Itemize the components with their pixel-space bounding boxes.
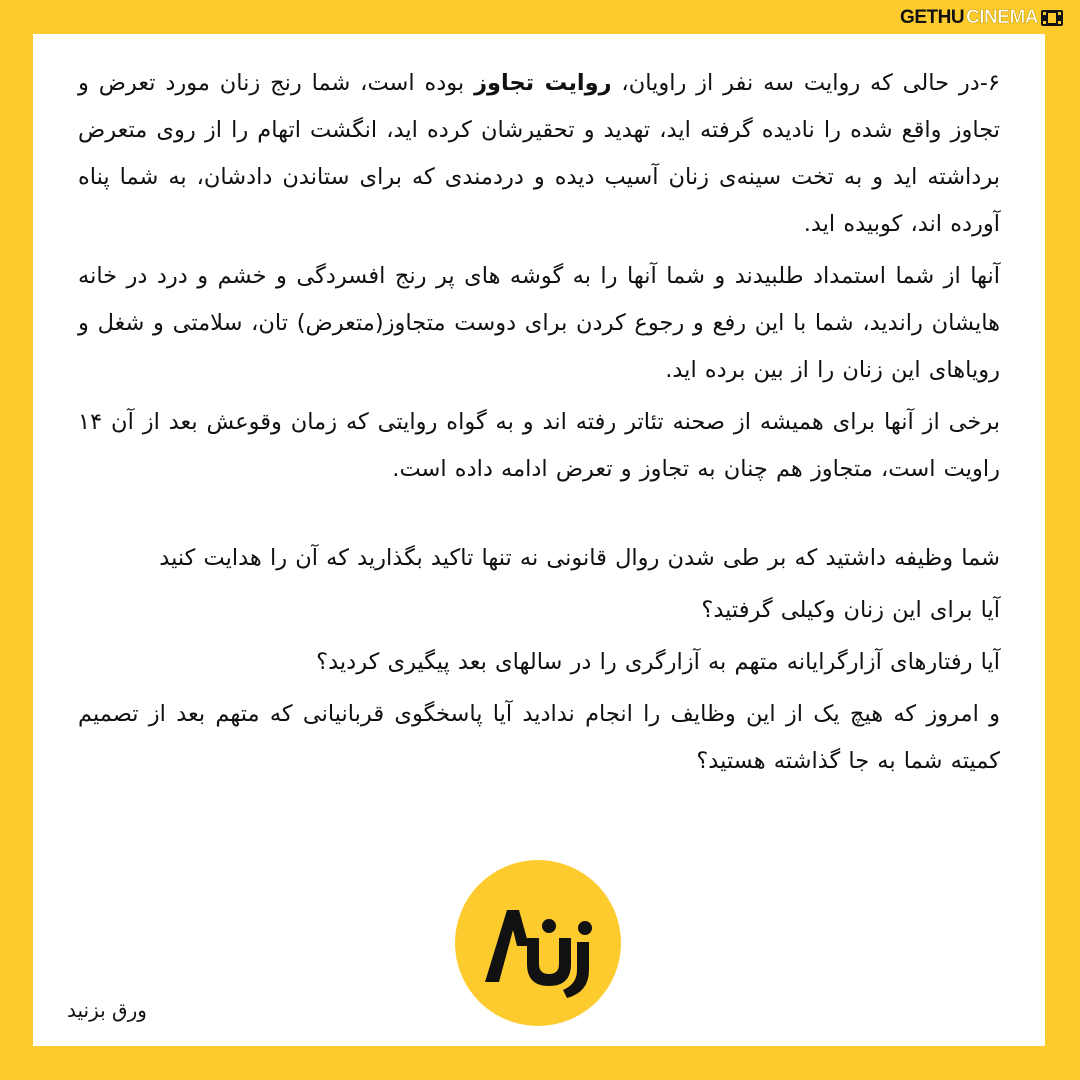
- paragraph-4: شما وظیفه داشتید که بر طی شدن روال قانونی نه تنها تاکید بگذارید که آن را هدایت کنید: [159, 545, 1000, 571]
- paragraph-3: برخی از آنها برای همیشه از صحنه تئاتر رفته اند و به گواه روایتی که زمان وقوعش بعد از آن ۱۴ راویت است، متجاوز هم چنان به تجاوز و تعرض ادامه داده است.: [78, 409, 1000, 482]
- brand-name-part1: GETHU: [900, 7, 965, 28]
- brand-name-part2: CINEMA: [966, 7, 1038, 28]
- paragraph-1-lead: ۶-در حالی که روایت سه نفر از راویان،: [611, 70, 1001, 96]
- content-panel: [33, 34, 1045, 1046]
- question-3: و امروز که هیچ یک از این وظایف را انجام ندادید آیا پاسخگوی قربانیانی که متهم بعد از تصمیم کمیته شما به جا گذاشته هستید؟: [78, 701, 1000, 774]
- zan8-logo-mark: [455, 860, 621, 1026]
- paragraph-1-rest: بوده است، شما رنج زنان مورد تعرض و تجاوز واقع شده را نادیده گرفته اید، تهدید و تحقیرشان کرده اید، انگشت اتهام را از روی متعرض برداشته اید و به تخت سینه‌ی زنان آسیب دیده و دردمندی که برای ستاندن دادشان، به شما پناه آورده اند، کوبیده اید.: [78, 70, 1000, 237]
- paragraph-1-emphasis: روایت تجاوز: [474, 70, 612, 96]
- brand-watermark: [900, 6, 1064, 30]
- statement-text: [78, 60, 1000, 790]
- swipe-hint: ورق بزنید: [67, 998, 147, 1022]
- paragraph-2: آنها از شما استمداد طلبیدند و شما آنها را به گوشه های پر رنج افسردگی و خشم و درد در خانه هایشان راندید، شما با این رفع و رجوع کردن برای دوست متجاوز(متعرض) تان، سلامتی و شغل و رویاهای این زنان را از بین برده اید.: [78, 263, 1000, 383]
- film-reel-icon: [1040, 6, 1064, 30]
- zan8-logo: [455, 860, 621, 1026]
- paragraph-1: [78, 60, 1000, 248]
- question-1: آیا برای این زنان وکیلی گرفتید؟: [701, 597, 1000, 623]
- question-2: آیا رفتارهای آزارگرایانه متهم به آزارگری را در سالهای بعد پیگیری کردید؟: [316, 649, 1000, 675]
